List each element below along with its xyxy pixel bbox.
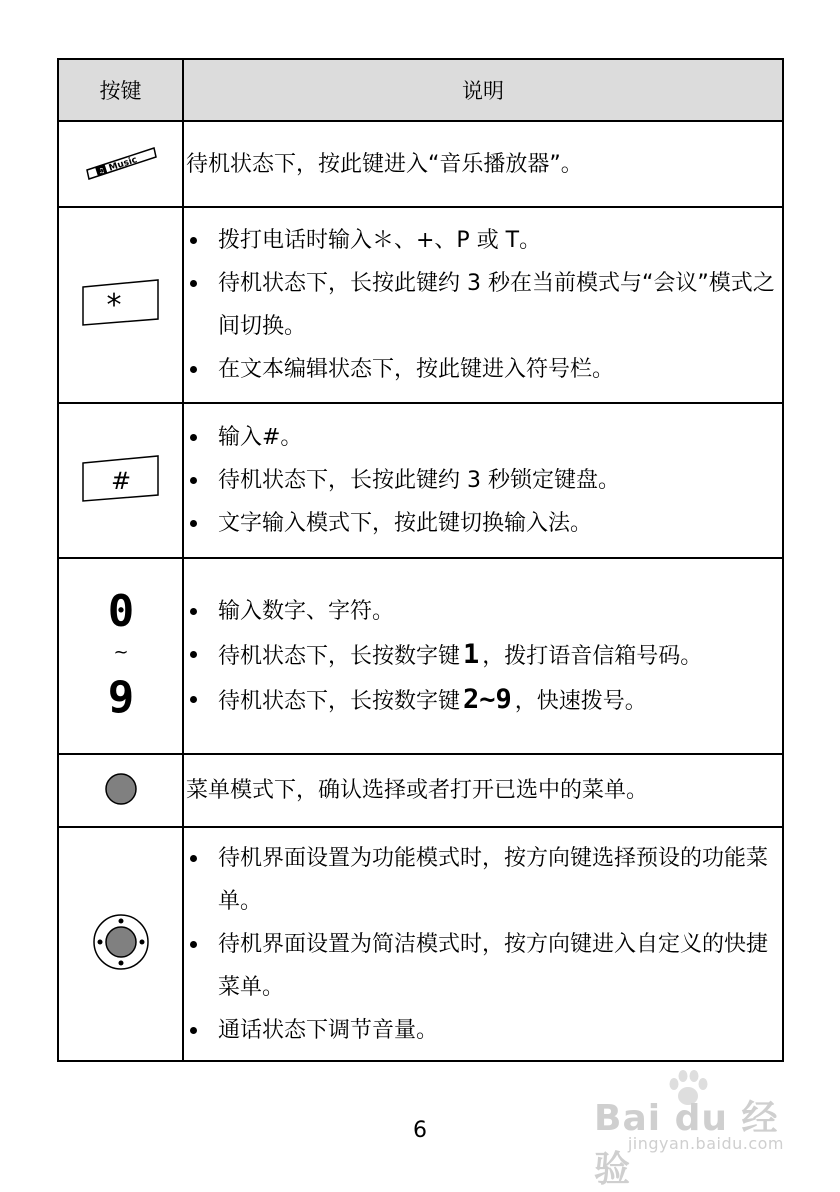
digit-nine: 9 xyxy=(107,672,134,723)
music-key-label: Music xyxy=(107,155,139,174)
nav-key-bullets xyxy=(184,829,782,1060)
music-key-icon xyxy=(84,142,158,182)
hash-key-bullets xyxy=(184,408,782,553)
description-cell xyxy=(183,754,783,827)
key-cell xyxy=(58,754,183,827)
description-cell xyxy=(183,558,783,754)
nav-key-icon xyxy=(91,912,151,972)
key-cell xyxy=(58,121,183,207)
table-row xyxy=(58,207,783,403)
star-key-icon xyxy=(81,277,161,329)
list-item xyxy=(184,678,782,723)
bullet-text: 待机状态下，长按数字键 xyxy=(218,643,461,669)
key-cell xyxy=(58,403,183,558)
bullet-text: ，拨打语音信箱号码。 xyxy=(482,643,703,669)
table-row xyxy=(58,121,783,207)
table-row xyxy=(58,403,783,558)
list-item: 拨打电话时输入＊、+、P 或 T。 xyxy=(184,219,782,262)
music-key-description: 待机状态下，按此键进入“音乐播放器”。 xyxy=(186,151,583,177)
list-item: 待机界面设置为功能模式时，按方向键选择预设的功能菜单。 xyxy=(184,837,782,923)
table-row xyxy=(58,827,783,1061)
watermark-brand: Bai du 经验 xyxy=(594,1098,779,1190)
digit-range: 2~9 xyxy=(463,683,512,715)
star-key-bullets xyxy=(184,211,782,399)
key-cell xyxy=(58,827,183,1061)
table-row xyxy=(58,558,783,754)
list-item xyxy=(184,633,782,678)
watermark-url: jingyan.baidu.com xyxy=(627,1134,784,1153)
star-key-label: * xyxy=(106,288,121,323)
ok-key-description: 菜单模式下，确认选择或者打开已选中的菜单。 xyxy=(186,778,649,803)
hash-key-label: # xyxy=(110,466,131,495)
ok-key-icon xyxy=(103,771,139,807)
description-cell xyxy=(183,827,783,1061)
digit-one: 1 xyxy=(463,638,480,670)
list-item: 在文本编辑状态下，按此键进入符号栏。 xyxy=(184,348,782,391)
list-item: 文字输入模式下，按此键切换输入法。 xyxy=(184,502,782,545)
key-description-table xyxy=(57,58,784,1062)
bullet-text: ，快速拨号。 xyxy=(514,688,647,714)
list-item: 待机界面设置为简洁模式时，按方向键进入自定义的快捷菜单。 xyxy=(184,923,782,1009)
description-cell xyxy=(183,207,783,403)
description-cell xyxy=(183,403,783,558)
list-item: 待机状态下，长按此键约 3 秒锁定键盘。 xyxy=(184,459,782,502)
table-row xyxy=(58,754,783,827)
description-cell xyxy=(183,121,783,207)
list-item: 通话状态下调节音量。 xyxy=(184,1009,782,1052)
table-header-row xyxy=(58,59,783,121)
list-item xyxy=(184,590,782,633)
svg-text:♫: ♫ xyxy=(96,166,106,176)
tilde: ~ xyxy=(112,642,129,663)
key-cell xyxy=(58,558,183,754)
list-item: 输入#。 xyxy=(184,416,782,459)
bullet-text: 输入数字、字符。 xyxy=(218,598,395,624)
key-cell xyxy=(58,207,183,403)
header-key: 按键 xyxy=(58,59,183,121)
header-description: 说明 xyxy=(183,59,783,121)
hash-key-icon xyxy=(81,453,161,505)
number-keys-icon xyxy=(101,584,141,724)
list-item: 待机状态下，长按此键约 3 秒在当前模式与“会议”模式之间切换。 xyxy=(184,262,782,348)
number-keys-bullets xyxy=(184,582,782,731)
bullet-text: 待机状态下，长按数字键 xyxy=(218,688,461,714)
page-number: 6 xyxy=(413,1118,427,1143)
digit-zero: 0 xyxy=(107,586,134,637)
